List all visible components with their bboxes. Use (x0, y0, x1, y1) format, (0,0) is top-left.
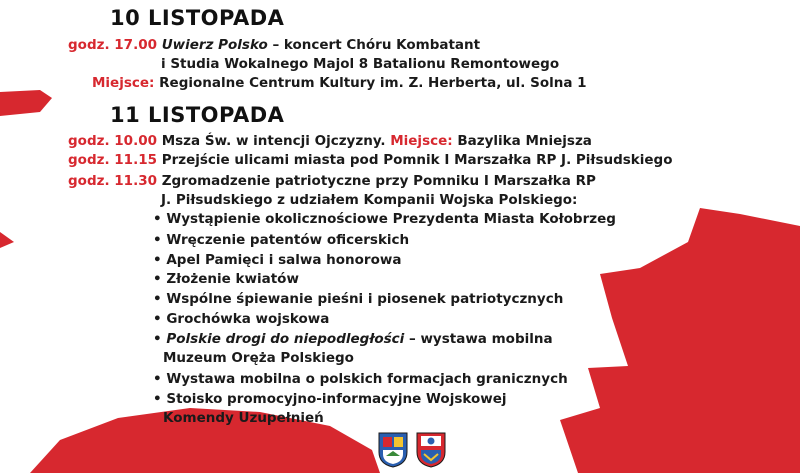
event-row-1000 (68, 132, 592, 150)
program-bullet: • Wspólne śpiewanie pieśni i piosenek patriotycznych (153, 290, 563, 308)
event-description: Msza Św. w intencji Ojczyzny. (161, 133, 386, 149)
program-bullet-continuation: Komendy Uzupełnień (163, 410, 324, 426)
program-bullet: • Stoisko promocyjno-informacyjne Wojskowej (153, 390, 507, 408)
event-description-line2: J. Piłsudskiego z udziałem Kompanii Wojska Polskiego: (161, 192, 578, 208)
place-value: Regionalne Centrum Kultury im. Z. Herberta, ul. Solna 1 (159, 75, 587, 91)
event-title-italic: Uwierz Polsko (161, 37, 268, 53)
event-time: godz. 11.30 (68, 173, 157, 189)
event-time: godz. 17.00 (68, 37, 157, 53)
event-row-1115 (68, 151, 673, 169)
event-description: – koncert Chóru Kombatant (267, 37, 481, 53)
event-time: godz. 11.15 (68, 152, 157, 168)
event-row-1130 (68, 172, 596, 190)
program-bullet: • Apel Pamięci i salwa honorowa (153, 251, 401, 269)
program-bullet: • Wręczenie patentów oficerskich (153, 231, 409, 249)
event-time: godz. 10.00 (68, 133, 157, 149)
day-title-10: 10 LISTOPADA (110, 6, 285, 30)
city-coat-of-arms-icon (378, 432, 408, 468)
program-bullet: • Grochówka wojskowa (153, 310, 329, 328)
program-bullet-exhibition (153, 330, 553, 348)
county-coat-of-arms-icon (416, 432, 446, 468)
event-description-line2: i Studia Wokalnego Majol 8 Batalionu Remontowego (161, 56, 560, 72)
exhibition-title-italic: Polskie drogi do niepodległości (166, 331, 405, 347)
program-bullet: • Wystawa mobilna o polskich formacjach granicznych (153, 370, 568, 388)
program-bullet: • Złożenie kwiatów (153, 270, 299, 288)
place-value: Bazylika Mniejsza (457, 133, 592, 149)
event-description: Przejście ulicami miasta pod Pomnik I Marszałka RP J. Piłsudskiego (161, 152, 673, 168)
program-bullet-continuation: Muzeum Oręża Polskiego (163, 350, 354, 366)
program-bullet: • Wystąpienie okolicznościowe Prezydenta Miasta Kołobrzeg (153, 210, 616, 228)
event-row-1700 (68, 36, 480, 54)
exhibition-description: – wystawa mobilna (404, 331, 553, 347)
place-label: Miejsce: (92, 75, 155, 91)
event-place-row (92, 74, 587, 92)
event-description: Zgromadzenie patriotyczne przy Pomniku I Marszałka RP (161, 173, 596, 189)
place-label: Miejsce: (390, 133, 453, 149)
day-title-11: 11 LISTOPADA (110, 103, 285, 127)
